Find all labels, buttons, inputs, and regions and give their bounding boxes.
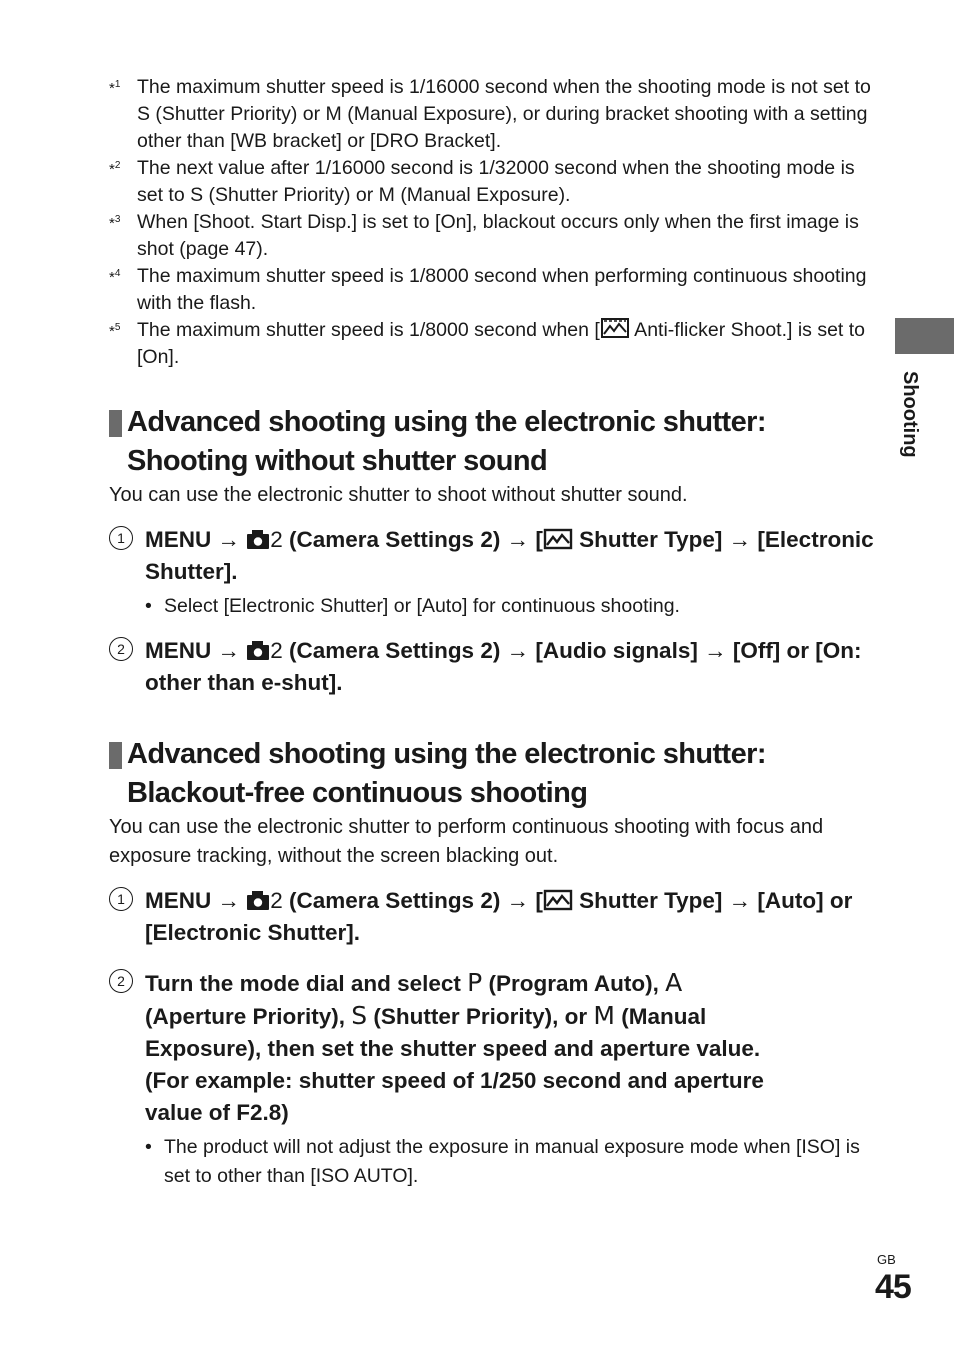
section-heading: Advanced shooting using the electronic shutter: Blackout-free continuous shooting	[109, 735, 874, 813]
chapter-tab	[895, 318, 954, 354]
heading-bar	[109, 410, 122, 437]
page-number: 45	[875, 1268, 911, 1306]
anti-flicker-icon	[600, 317, 630, 339]
page-content	[109, 74, 874, 1191]
aperture-mode-symbol: A	[665, 968, 683, 997]
step-number: 2	[109, 969, 133, 993]
step-number: 1	[109, 526, 133, 550]
step: 2 Turn the mode dial and select P (Program Auto), A (Aperture Priority), S (Shutter Priority), or M (Manual Exposure), then set the shutter speed and aperture value. (For example: shutter speed of 1/250 second and aperture value of F2.8)	[109, 967, 785, 1129]
section-heading: Advanced shooting using the electronic shutter: Shooting without shutter sound	[109, 403, 874, 481]
section-intro: You can use the electronic shutter to perform continuous shooting with focus and exposure tracking, without the screen blacking out.	[109, 816, 824, 867]
step: 1 MENU → 2 (Camera Settings 2) → [ Shutter Type] → [Electronic Shutter].	[109, 524, 874, 588]
shutter-mode-symbol: S	[351, 1001, 368, 1030]
bullet-note: • Select [Electronic Shutter] or [Auto] for continuous shooting.	[145, 595, 680, 617]
footnote: *$^1$ The maximum shutter speed is 1/16000 second when the shooting mode is not set to S (Shutter Priority) or M (Manual Exposure), or during bracket shooting with a setting other than [WB bracket] or [DRO Bracket].	[109, 76, 871, 152]
footnote: *$^5$ The maximum shutter speed is 1/8000 second when [ Anti-flicker Shoot.] is set to [On].	[109, 319, 866, 368]
footnotes	[109, 74, 874, 371]
program-mode-symbol: P	[467, 968, 483, 997]
step-number: 1	[109, 887, 133, 911]
step: 2 MENU → 2 (Camera Settings 2) → [Audio signals] → [Off] or [On: other than e-shut].	[109, 635, 874, 699]
section-intro: You can use the electronic shutter to shoot without shutter sound.	[109, 484, 688, 506]
footnote: *$^4$ The maximum shutter speed is 1/8000 second when performing continuous shooting with the flash.	[109, 265, 867, 314]
manual-mode-symbol: M	[593, 1001, 615, 1030]
camera-icon	[246, 639, 270, 661]
camera-icon	[246, 889, 270, 911]
bullet-note: • The product will not adjust the exposure in manual exposure mode when [ISO] is set to other than [ISO AUTO].	[145, 1136, 860, 1187]
step-number: 2	[109, 637, 133, 661]
shutter-type-icon	[543, 889, 573, 911]
footnote: *$^3$ When [Shoot. Start Disp.] is set to [On], blackout occurs only when the first image is shot (page 47).	[109, 211, 859, 260]
shutter-type-icon	[543, 528, 573, 550]
heading-bar	[109, 742, 122, 769]
region-code: GB	[877, 1252, 896, 1267]
step: 1 MENU → 2 (Camera Settings 2) → [ Shutter Type] → [Auto] or [Electronic Shutter].	[109, 885, 874, 949]
footnote: *$^2$ The next value after 1/16000 second is 1/32000 second when the shooting mode is set to S (Shutter Priority) or M (Manual Exposure).	[109, 157, 855, 206]
chapter-label: Shooting	[899, 371, 921, 458]
camera-icon	[246, 528, 270, 550]
